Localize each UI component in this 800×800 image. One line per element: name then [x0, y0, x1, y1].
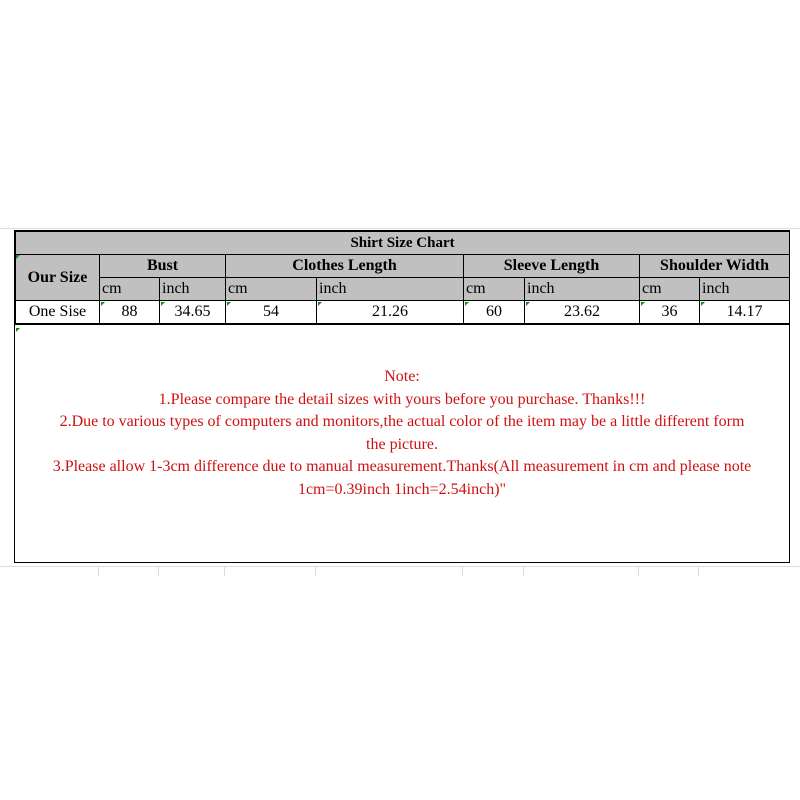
unit-header-row: [16, 278, 790, 301]
unit-cell[interactable]: cm: [226, 278, 317, 301]
grid-line: [0, 566, 800, 567]
cell-marker-icon: [526, 302, 530, 306]
grid-line: [462, 566, 463, 576]
value-cell[interactable]: 34.65: [160, 301, 226, 324]
sleeve-length-header[interactable]: Sleeve Length: [464, 255, 640, 278]
value-cell[interactable]: 21.26: [317, 301, 464, 324]
grid-line: [698, 566, 699, 576]
cell-marker-icon: [701, 302, 705, 306]
shoulder-width-header[interactable]: Shoulder Width: [640, 255, 790, 278]
cell-marker-icon: [161, 302, 165, 306]
value-cell[interactable]: 14.17: [700, 301, 790, 324]
size-label-cell[interactable]: One Sise: [16, 301, 100, 324]
unit-cell[interactable]: cm: [100, 278, 160, 301]
note-line: 1cm=0.39inch 1inch=2.54inch)": [297, 480, 507, 498]
grid-line: [158, 566, 159, 576]
unit-cell[interactable]: cm: [640, 278, 700, 301]
grid-line: [224, 566, 225, 576]
grid-line: [98, 566, 99, 576]
note-line: 2.Due to various types of computers and monitors,the actual color of the item may be a little different form: [59, 413, 745, 430]
cell-marker-icon: [16, 328, 20, 332]
note-line: 1.Please compare the detail sizes with yours before you purchase. Thanks!!!: [158, 390, 646, 408]
unit-cell[interactable]: inch: [317, 278, 464, 301]
size-chart-sheet: [14, 230, 790, 563]
unit-cell[interactable]: cm: [464, 278, 525, 301]
unit-cell[interactable]: inch: [160, 278, 226, 301]
size-chart-table: [15, 231, 790, 324]
chart-title[interactable]: Shirt Size Chart: [16, 232, 790, 255]
value-cell[interactable]: 23.62: [525, 301, 640, 324]
value-cell[interactable]: 36: [640, 301, 700, 324]
cell-marker-icon: [16, 255, 20, 259]
title-row: [16, 232, 790, 255]
bust-header[interactable]: Bust: [100, 255, 226, 278]
table-row: [16, 301, 790, 324]
cell-marker-icon: [101, 302, 105, 306]
our-size-header[interactable]: Our Size: [16, 255, 100, 301]
value-cell[interactable]: 60: [464, 301, 525, 324]
value-cell[interactable]: 88: [100, 301, 160, 324]
value-cell[interactable]: 54: [226, 301, 317, 324]
note-heading: Note:: [384, 368, 420, 385]
cell-marker-icon: [318, 302, 322, 306]
group-header-row: [16, 255, 790, 278]
cell-marker-icon: [227, 302, 231, 306]
grid-line: [523, 566, 524, 576]
unit-cell[interactable]: inch: [525, 278, 640, 301]
cell-marker-icon: [641, 302, 645, 306]
grid-line: [0, 228, 800, 229]
clothes-length-header[interactable]: Clothes Length: [226, 255, 464, 278]
unit-cell[interactable]: inch: [700, 278, 790, 301]
note-line: the picture.: [366, 435, 438, 453]
note-box[interactable]: [15, 324, 789, 562]
note-line: 3.Please allow 1-3cm difference due to manual measurement.Thanks(All measurement in cm and please note: [52, 458, 752, 475]
grid-line: [315, 566, 316, 576]
grid-line: [638, 566, 639, 576]
cell-marker-icon: [465, 302, 469, 306]
